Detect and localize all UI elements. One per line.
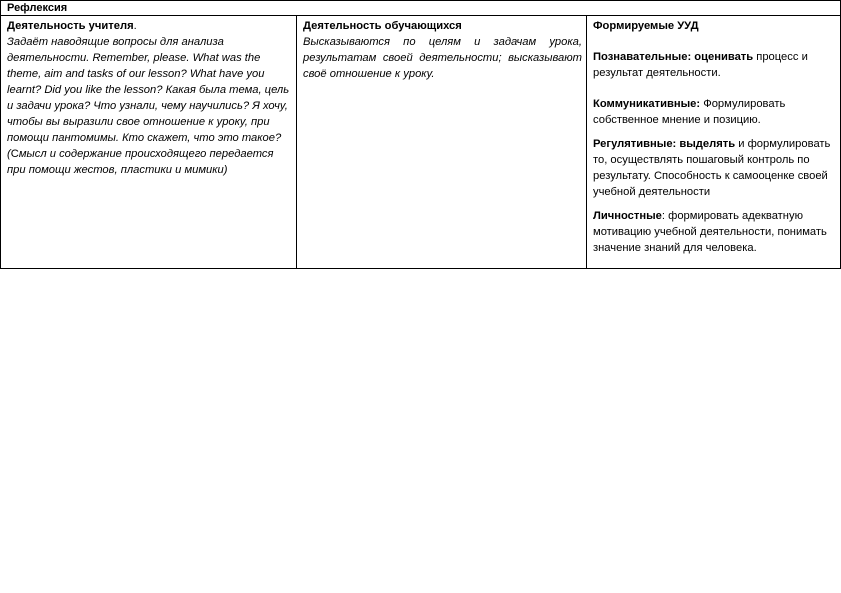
- uud-heading: Формируемые УУД: [593, 20, 699, 32]
- uud-personal-label: Личностные: [593, 210, 662, 222]
- teacher-activity-text: [7, 36, 289, 176]
- uud-communicative-label: Коммуникативные:: [593, 98, 701, 110]
- lesson-plan-table: [0, 0, 841, 269]
- uud-personal-text: : формировать адекватную мотивацию учебной деятельности, понимать значение знаний для человека.: [593, 210, 827, 254]
- uud-cognitive: [593, 49, 836, 81]
- uud-cognitive-label: Познавательные: оценивать: [593, 51, 754, 63]
- students-activity-cell: [297, 16, 587, 269]
- teacher-activity-paragraph-end: мысл и содержание происходящего передается при помощи жестов, пластики и мимики): [7, 148, 274, 176]
- teacher-activity-cell: [1, 16, 297, 269]
- uud-communicative-text: Формулировать собственное мнение и позицию.: [593, 98, 786, 126]
- uud-regulatory: [593, 136, 836, 200]
- uud-cell: [587, 16, 841, 269]
- teacher-activity-title-period: .: [133, 20, 137, 32]
- teacher-activity-title: Деятельность учителя: [7, 20, 134, 32]
- table-body-row: [1, 16, 841, 269]
- uud-cognitive-text: процесс и результат деятельности.: [593, 51, 808, 79]
- uud-regulatory-label: Регулятивные: выделять: [593, 138, 736, 150]
- section-title: Рефлексия: [1, 1, 841, 16]
- teacher-activity-paragraph: Задаёт наводящие вопросы для анализа деятельности. Remember, please. What was the theme, aim and tasks of our lesson? What have you learnt? Did you like the lesson? Какая была тема, цель и задачи урока? Что узнали, чему научились? Я хочу, чтобы вы выразили свое отношение к уроку, при помощи пантомимы. Кто скажет, что это такое? (: [7, 36, 290, 160]
- students-activity-text: Высказываются по целям и задачам урока, результатам своей деятельности; высказывают своё отношение к уроку.: [303, 36, 582, 80]
- uud-regulatory-text: и формулировать то, осуществлять пошаговый контроль по результату. Способность к самооценке своей учебной деятельности: [593, 138, 831, 198]
- uud-personal: [593, 208, 836, 256]
- table-header-row: [1, 1, 841, 16]
- teacher-activity-upright-letter: С: [10, 148, 19, 160]
- teacher-activity-heading: [7, 18, 292, 34]
- students-activity-heading: Деятельность обучающихся: [303, 20, 462, 32]
- uud-communicative: [593, 96, 836, 128]
